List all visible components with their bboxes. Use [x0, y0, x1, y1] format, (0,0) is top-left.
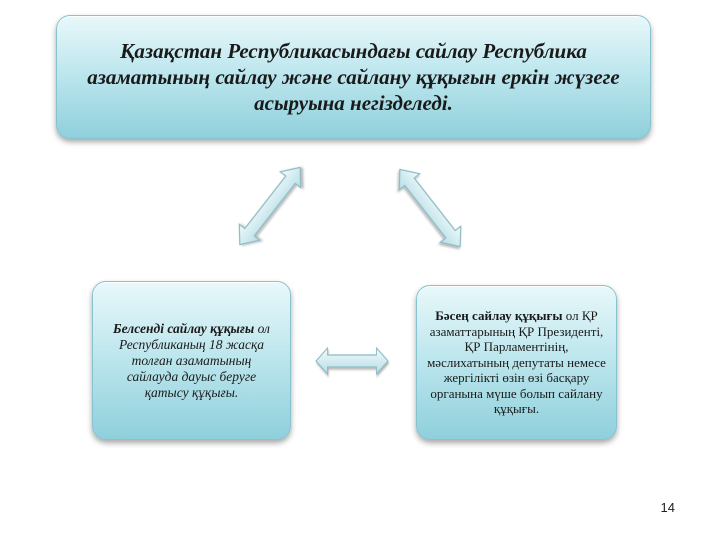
- passive-suffrage-text: ол ҚР азаматтарының ҚР Президенті, ҚР Парламентінің, мәслихатының депутаты немесе жергілікті өзін өзі басқару органына мүше болып сайлану құқығы.: [427, 308, 606, 417]
- double-arrow-left-right: [316, 348, 388, 374]
- active-suffrage-lead: Белсенді сайлау құқығы: [113, 320, 255, 336]
- double-arrow-top-left: [230, 159, 311, 252]
- passive-suffrage-lead: Бәсең сайлау құқығы: [435, 308, 563, 324]
- page-number: 14: [660, 500, 675, 515]
- double-arrow-top-right: [390, 161, 471, 254]
- active-suffrage-text: ол Республиканың 18 жасқа толған азаматының сайлауда дауыс беруге қатысу құқығы.: [118, 320, 270, 400]
- top-statement-text: Қазақстан Республикасындағы сайлау Республика азаматының сайлау және сайлану құқығын еркін жүзеге асыруына негізделеді.: [87, 39, 620, 115]
